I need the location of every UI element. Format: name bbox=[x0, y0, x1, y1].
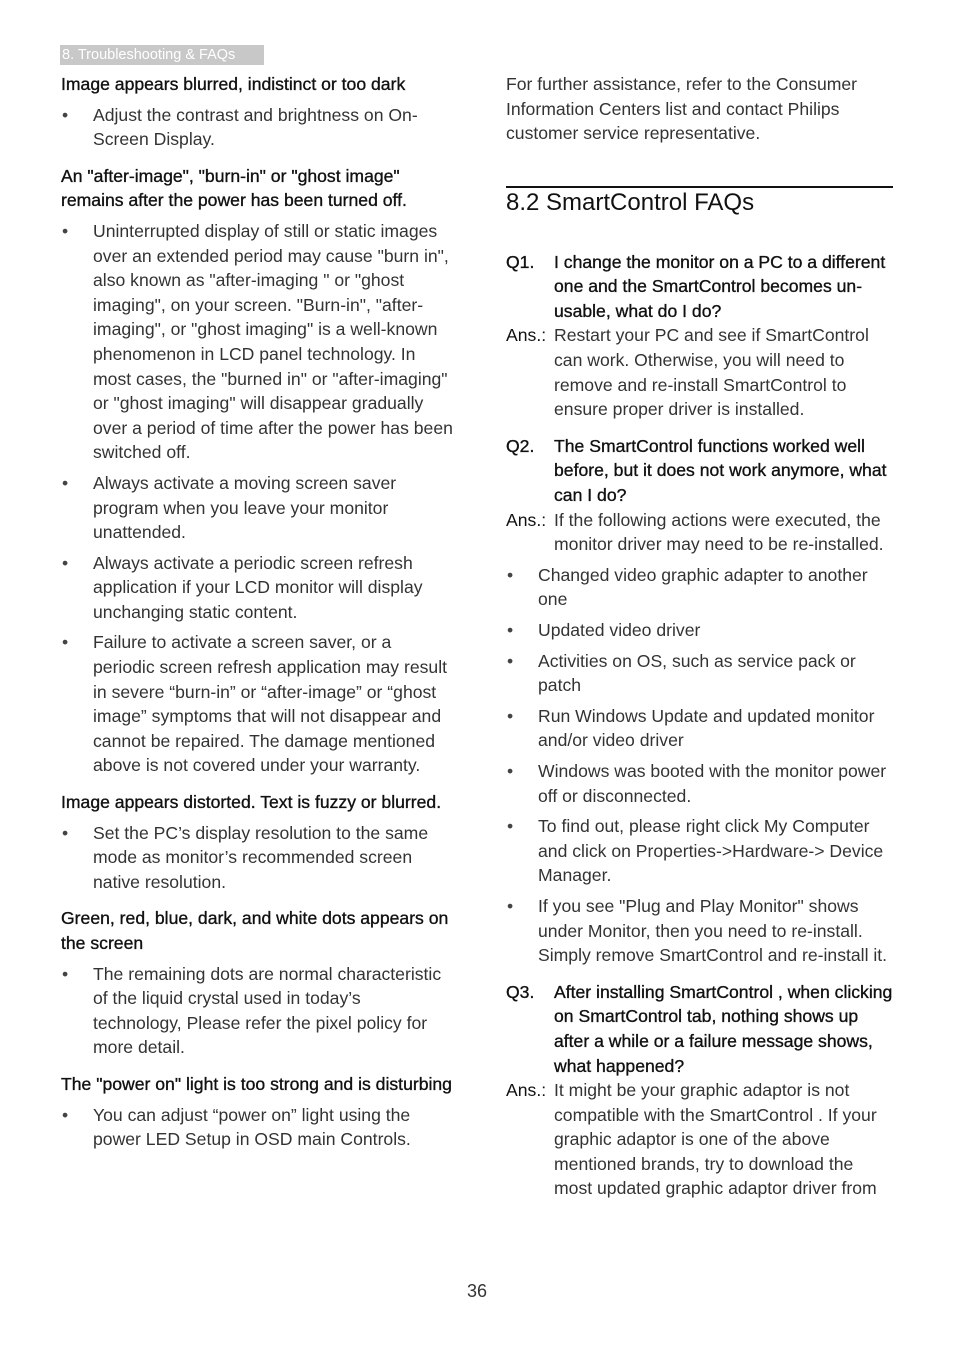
bullet-list bbox=[61, 103, 453, 152]
list-item: • Always activate a periodic screen refresh application if your LCD monitor will display unchanging static content. bbox=[61, 551, 453, 625]
list-item: • Adjust the contrast and brightness on On-Screen Display. bbox=[61, 103, 453, 152]
answer-label: Ans.: bbox=[506, 325, 547, 346]
bullet-list bbox=[61, 219, 453, 778]
list-item: • Changed video graphic adapter to another one bbox=[506, 563, 894, 612]
list-item: • Set the PC’s display resolution to the same mode as monitor’s recommended screen native resolution. bbox=[61, 821, 453, 895]
bullet-list bbox=[61, 1103, 453, 1152]
question-label: Q2. bbox=[506, 435, 535, 456]
heading-power-light: The "power on" light is too strong and is disturbing bbox=[61, 1073, 452, 1094]
question-text: The SmartControl functions worked well before, but it does not work anymore, what can I do? bbox=[554, 435, 887, 506]
answer-text: Restart your PC and see if SmartControl can work. Otherwise, you will need to remove and re-install SmartControl to ensure proper driver is installed. bbox=[554, 325, 869, 420]
bullet-list bbox=[61, 821, 453, 895]
list-item: • Always activate a moving screen saver program when you leave your monitor unattended. bbox=[61, 471, 453, 545]
list-item: • To find out, please right click My Computer and click on Properties->Hardware-> Device Manager. bbox=[506, 814, 894, 888]
heading-after-image: An "after-image", "burn-in" or "ghost image" remains after the power has been turned off. bbox=[61, 165, 407, 211]
list-item: • You can adjust “power on” light using the power LED Setup in OSD main Controls. bbox=[61, 1103, 453, 1152]
list-item: • Activities on OS, such as service pack or patch bbox=[506, 649, 894, 698]
list-item: • Updated video driver bbox=[506, 618, 894, 643]
list-item: • Windows was booted with the monitor power off or disconnected. bbox=[506, 759, 894, 808]
right-column bbox=[506, 72, 894, 1201]
faq-question-2 bbox=[506, 434, 894, 508]
faq-question-3 bbox=[506, 980, 894, 1078]
bullet-list bbox=[506, 563, 894, 968]
list-item: • Failure to activate a screen saver, or a periodic screen refresh application may result in severe “burn-in” or “after-image” or “ghost image” symptoms that will not disappear and cannot be repaired. The damage mentioned above is not covered under your warranty. bbox=[61, 630, 453, 778]
page-number: 36 bbox=[466, 1281, 488, 1301]
section-title: 8.2 SmartControl FAQs bbox=[506, 188, 755, 216]
heading-dots: Green, red, blue, dark, and white dots appears on the screen bbox=[61, 908, 449, 953]
section-tag: 8. Troubleshooting & FAQs bbox=[60, 45, 264, 65]
heading-blurred: Image appears blurred, indistinct or too dark bbox=[61, 74, 406, 94]
question-text: I change the monitor on a PC to a different one and the SmartControl becomes un-usable, what do I do? bbox=[554, 251, 886, 321]
list-item: • Uninterrupted display of still or static images over an extended period may cause "burn in", also known as "after-imaging " or "ghost imaging", on your screen. "Burn-in", "after-imaging", or "ghost imaging" is a well-known phenomenon in LCD panel technology. In most cases, the "burned in" or "after-imaging" or "ghost imaging" will disappear gradually over a period of time after the power has been switched off. bbox=[61, 219, 453, 465]
assistance-intro: For further assistance, refer to the Consumer Information Centers list and contact Philips customer service representative. bbox=[506, 74, 858, 144]
bullet-list bbox=[61, 962, 453, 1060]
faq-answer-2 bbox=[506, 508, 894, 557]
question-label: Q3. bbox=[506, 981, 535, 1002]
answer-text: If the following actions were executed, the monitor driver may need to be re-installed. bbox=[554, 509, 884, 555]
question-label: Q1. bbox=[506, 251, 535, 272]
question-text: After installing SmartControl , when clicking on SmartControl tab, nothing shows up after a while or a failure message shows, what happened? bbox=[554, 981, 893, 1076]
faq-answer-1 bbox=[506, 323, 894, 421]
list-item: • If you see "Plug and Play Monitor" shows under Monitor, then you need to re-install. Simply remove SmartControl and re-install it. bbox=[506, 894, 894, 968]
answer-label: Ans.: bbox=[506, 509, 547, 530]
faq-question-1 bbox=[506, 250, 894, 324]
heading-distorted: Image appears distorted. Text is fuzzy or blurred. bbox=[61, 792, 442, 813]
left-column bbox=[61, 72, 453, 1152]
list-item: • Run Windows Update and updated monitor and/or video driver bbox=[506, 704, 894, 753]
answer-text: It might be your graphic adaptor is not compatible with the SmartControl . If your graphic adaptor is one of the above mentioned brands, try to download the most updated graphic adaptor driver from bbox=[554, 1080, 877, 1199]
faq-answer-3 bbox=[506, 1078, 894, 1201]
list-item: • The remaining dots are normal characteristic of the liquid crystal used in today’s technology, Please refer the pixel policy for more detail. bbox=[61, 962, 453, 1060]
answer-label: Ans.: bbox=[506, 1080, 547, 1101]
